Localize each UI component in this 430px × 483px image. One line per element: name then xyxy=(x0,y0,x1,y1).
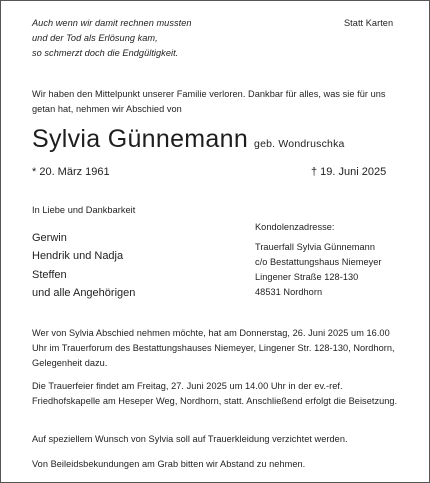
address-line: Lingener Straße 128-130 xyxy=(255,271,359,282)
poem xyxy=(32,16,192,61)
mourners-heading: In Liebe und Dankbarkeit xyxy=(32,205,136,215)
mourner-name: Hendrik und Nadja xyxy=(32,250,124,263)
deceased-name-line xyxy=(32,123,345,160)
poem-line: und der Tod als Erlösung kam, xyxy=(32,33,158,43)
condolence-heading: Kondolenzadresse: xyxy=(255,222,335,232)
address-line: Trauerfall Sylvia Günnemann xyxy=(255,241,375,252)
condolence-address xyxy=(255,220,382,300)
funeral-paragraph: Die Trauerfeier findet am Freitag, 27. Juni 2025 um 14.00 Uhr in der ev.-ref. Friedhofskapelle am Heseper Weg, Nordhorn, statt. Anschließend erfolgt die Beisetzung. xyxy=(32,381,398,406)
birth-date: * 20. März 1961 xyxy=(32,166,110,178)
deceased-name: Sylvia Günnemann xyxy=(32,125,249,153)
death-date: † 19. Juni 2025 xyxy=(311,166,387,178)
poem-line: so schmerzt doch die Endgültigkeit. xyxy=(32,48,179,58)
condolence-note: Von Beileidsbekundungen am Grab bitten wir Abstand zu nehmen. xyxy=(32,459,306,469)
intro-text: Wir haben den Mittelpunkt unserer Familie verloren. Dankbar für alles, was sie für uns getan hat, nehmen wir Abschied von xyxy=(32,89,386,114)
mourner-name: Gerwin xyxy=(32,232,67,244)
address-line: 48531 Nordhorn xyxy=(255,286,323,297)
clothing-note: Auf speziellem Wunsch von Sylvia soll auf Trauerkleidung verzichtet werden. xyxy=(32,434,348,444)
statt-karten-note: Statt Karten xyxy=(344,18,394,28)
visitation-paragraph: Wer von Sylvia Abschied nehmen möchte, hat am Donnerstag, 26. Juni 2025 um 16.00 Uhr im Trauerforum des Bestattungshauses Niemeyer, Lingener Str. 128-130, Nordhorn, Gelegenheit dazu. xyxy=(32,328,395,368)
mourners-list xyxy=(32,229,135,303)
birth-name: geb. Wondruschka xyxy=(254,138,345,150)
mourner-name: und alle Angehörigen xyxy=(32,287,136,300)
poem-line: Auch wenn wir damit rechnen mussten xyxy=(32,18,192,28)
address-line: c/o Bestattungshaus Niemeyer xyxy=(255,256,382,267)
mourner-name: Steffen xyxy=(32,268,67,281)
